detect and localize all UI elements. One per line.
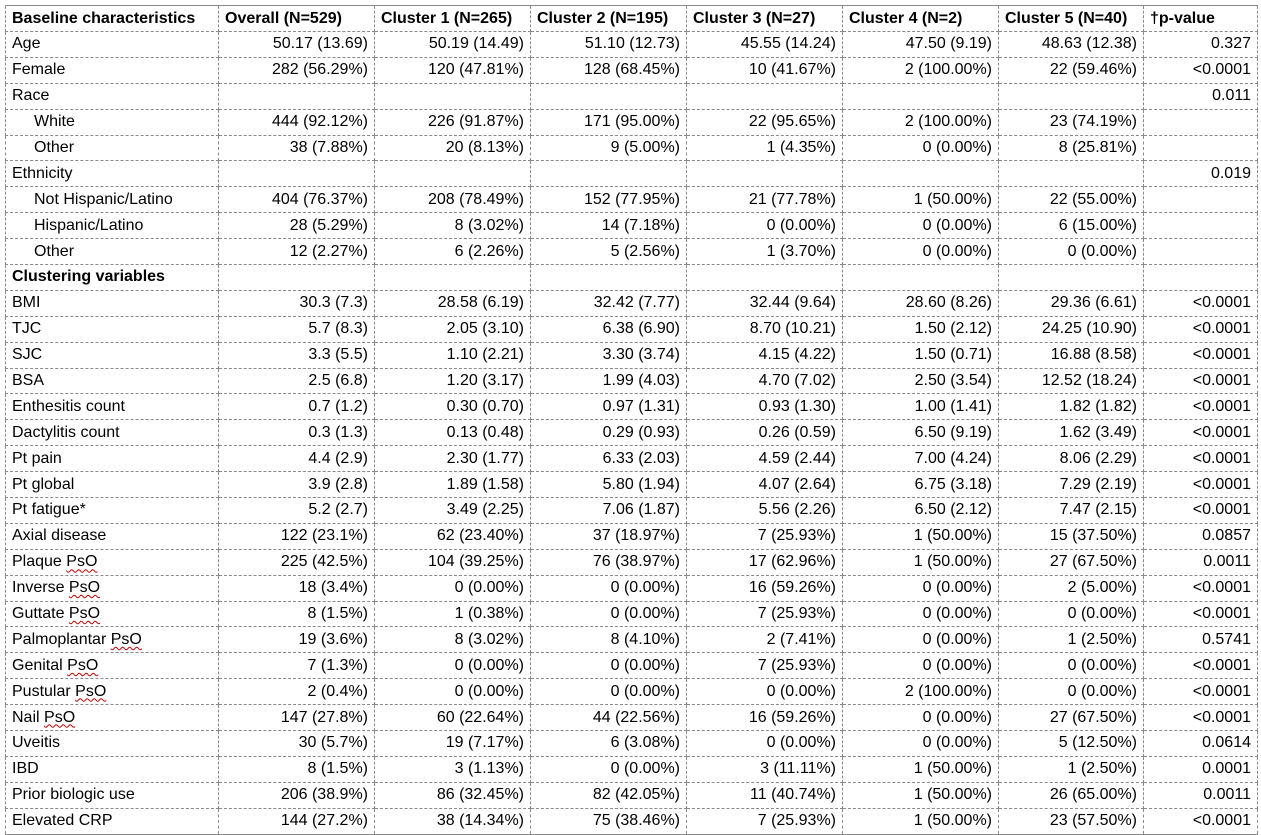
header-p-value: †p-value: [1144, 6, 1258, 32]
cell-cluster-2: 6 (3.08%): [531, 731, 687, 757]
cell-p-value: [1144, 187, 1258, 213]
row-label: IBD: [6, 756, 219, 782]
cell-p-value: [1144, 239, 1258, 265]
row-label: TJC: [6, 316, 219, 342]
cell-p-value: <0.0001: [1144, 498, 1258, 524]
cell-p-value: 0.0011: [1144, 782, 1258, 808]
cell-cluster-2: 1.99 (4.03): [531, 368, 687, 394]
cell-cluster-5: 7.47 (2.15): [999, 498, 1144, 524]
spellcheck-underlined-text: PsO: [110, 630, 142, 648]
cell-p-value: <0.0001: [1144, 679, 1258, 705]
row-label: Female: [6, 57, 219, 83]
cell-cluster-3: 7 (25.93%): [687, 808, 843, 834]
cell-cluster-2: [531, 161, 687, 187]
cell-cluster-3: [687, 161, 843, 187]
table-row: [6, 705, 1258, 731]
cell-cluster-2: 0 (0.00%): [531, 679, 687, 705]
cell-cluster-4: 2 (100.00%): [843, 109, 999, 135]
cell-cluster-5: 7.29 (2.19): [999, 472, 1144, 498]
cell-cluster-4: 2 (100.00%): [843, 57, 999, 83]
row-label: Clustering variables: [6, 265, 219, 291]
cell-cluster-2: 0.29 (0.93): [531, 420, 687, 446]
spellcheck-underlined-text: PsO: [75, 682, 107, 700]
table-body: [6, 32, 1258, 835]
baseline-characteristics-table-container: [5, 5, 1258, 835]
table-row: [6, 446, 1258, 472]
cell-cluster-4: 1.00 (1.41): [843, 394, 999, 420]
cell-cluster-5: 1.82 (1.82): [999, 394, 1144, 420]
cell-cluster-4: 1 (50.00%): [843, 782, 999, 808]
table-row: [6, 290, 1258, 316]
table-row: [6, 161, 1258, 187]
cell-cluster-3: 0 (0.00%): [687, 213, 843, 239]
table-row: [6, 316, 1258, 342]
row-label: Other: [6, 135, 219, 161]
cell-overall: 38 (7.88%): [219, 135, 375, 161]
cell-cluster-3: 3 (11.11%): [687, 756, 843, 782]
cell-cluster-1: [375, 161, 531, 187]
cell-cluster-2: 14 (7.18%): [531, 213, 687, 239]
cell-cluster-1: 226 (91.87%): [375, 109, 531, 135]
cell-cluster-4: 0 (0.00%): [843, 213, 999, 239]
cell-cluster-5: 15 (37.50%): [999, 523, 1144, 549]
cell-cluster-2: 75 (38.46%): [531, 808, 687, 834]
cell-p-value: <0.0001: [1144, 472, 1258, 498]
cell-p-value: 0.327: [1144, 32, 1258, 58]
cell-cluster-5: 27 (67.50%): [999, 705, 1144, 731]
row-label: Inverse PsO: [6, 575, 219, 601]
cell-overall: 2 (0.4%): [219, 679, 375, 705]
spellcheck-underlined-text: PsO: [68, 605, 101, 623]
cell-cluster-1: 3 (1.13%): [375, 756, 531, 782]
cell-overall: 5.2 (2.7): [219, 498, 375, 524]
cell-cluster-5: 0 (0.00%): [999, 239, 1144, 265]
cell-cluster-4: 6.50 (2.12): [843, 498, 999, 524]
cell-p-value: <0.0001: [1144, 446, 1258, 472]
cell-cluster-5: 6 (15.00%): [999, 213, 1144, 239]
cell-overall: 7 (1.3%): [219, 653, 375, 679]
cell-cluster-2: 51.10 (12.73): [531, 32, 687, 58]
spellcheck-underlined-text: PsO: [66, 553, 98, 571]
table-row: [6, 394, 1258, 420]
row-label: Pt pain: [6, 446, 219, 472]
cell-cluster-1: 208 (78.49%): [375, 187, 531, 213]
cell-overall: 206 (38.9%): [219, 782, 375, 808]
cell-cluster-4: 0 (0.00%): [843, 239, 999, 265]
row-label: White: [6, 109, 219, 135]
cell-cluster-5: 8.06 (2.29): [999, 446, 1144, 472]
cell-cluster-3: 1 (3.70%): [687, 239, 843, 265]
cell-cluster-3: 10 (41.67%): [687, 57, 843, 83]
cell-cluster-4: 2 (100.00%): [843, 679, 999, 705]
cell-cluster-1: 1.89 (1.58): [375, 472, 531, 498]
cell-cluster-5: 0 (0.00%): [999, 601, 1144, 627]
cell-cluster-4: 28.60 (8.26): [843, 290, 999, 316]
cell-cluster-2: 3.30 (3.74): [531, 342, 687, 368]
table-row: [6, 420, 1258, 446]
cell-cluster-2: 32.42 (7.77): [531, 290, 687, 316]
cell-cluster-1: 62 (23.40%): [375, 523, 531, 549]
cell-cluster-4: [843, 161, 999, 187]
cell-overall: 8 (1.5%): [219, 756, 375, 782]
table-row: [6, 109, 1258, 135]
cell-overall: 5.7 (8.3): [219, 316, 375, 342]
cell-cluster-1: 120 (47.81%): [375, 57, 531, 83]
cell-cluster-4: 0 (0.00%): [843, 731, 999, 757]
cell-cluster-3: 1 (4.35%): [687, 135, 843, 161]
cell-p-value: [1144, 135, 1258, 161]
cell-overall: 282 (56.29%): [219, 57, 375, 83]
cell-cluster-3: 7 (25.93%): [687, 601, 843, 627]
cell-cluster-3: 22 (95.65%): [687, 109, 843, 135]
cell-cluster-3: 4.59 (2.44): [687, 446, 843, 472]
cell-cluster-2: [531, 83, 687, 109]
cell-p-value: <0.0001: [1144, 705, 1258, 731]
cell-cluster-5: 23 (57.50%): [999, 808, 1144, 834]
row-label: Uveitis: [6, 731, 219, 757]
cell-cluster-5: 1.62 (3.49): [999, 420, 1144, 446]
header-cluster-1: Cluster 1 (N=265): [375, 6, 531, 32]
spellcheck-underlined-text: PsO: [68, 579, 101, 597]
cell-cluster-5: 0 (0.00%): [999, 679, 1144, 705]
cell-cluster-4: 1 (50.00%): [843, 756, 999, 782]
cell-overall: 444 (92.12%): [219, 109, 375, 135]
row-label: Dactylitis count: [6, 420, 219, 446]
table-row: [6, 523, 1258, 549]
cell-cluster-1: 3.49 (2.25): [375, 498, 531, 524]
cell-cluster-1: 50.19 (14.49): [375, 32, 531, 58]
cell-cluster-2: 7.06 (1.87): [531, 498, 687, 524]
row-label: Hispanic/Latino: [6, 213, 219, 239]
cell-cluster-4: 6.50 (9.19): [843, 420, 999, 446]
cell-cluster-5: 0 (0.00%): [999, 653, 1144, 679]
table-row: [6, 808, 1258, 834]
spellcheck-underlined-text: PsO: [67, 656, 99, 674]
cell-cluster-1: 20 (8.13%): [375, 135, 531, 161]
cell-cluster-1: 0 (0.00%): [375, 679, 531, 705]
cell-cluster-1: 8 (3.02%): [375, 213, 531, 239]
cell-cluster-2: 76 (38.97%): [531, 549, 687, 575]
cell-cluster-1: 38 (14.34%): [375, 808, 531, 834]
cell-cluster-4: 6.75 (3.18): [843, 472, 999, 498]
cell-p-value: 0.011: [1144, 83, 1258, 109]
cell-cluster-2: 5.80 (1.94): [531, 472, 687, 498]
row-label: SJC: [6, 342, 219, 368]
cell-cluster-1: 104 (39.25%): [375, 549, 531, 575]
cell-p-value: 0.0001: [1144, 756, 1258, 782]
cell-p-value: [1144, 213, 1258, 239]
cell-cluster-5: 5 (12.50%): [999, 731, 1144, 757]
row-label: Elevated CRP: [6, 808, 219, 834]
table-row: [6, 627, 1258, 653]
cell-p-value: <0.0001: [1144, 653, 1258, 679]
cell-cluster-3: 0 (0.00%): [687, 679, 843, 705]
cell-cluster-5: 12.52 (18.24): [999, 368, 1144, 394]
table-row: [6, 653, 1258, 679]
cell-cluster-1: 1.10 (2.21): [375, 342, 531, 368]
cell-p-value: 0.5741: [1144, 627, 1258, 653]
cell-cluster-3: 5.56 (2.26): [687, 498, 843, 524]
cell-cluster-5: [999, 83, 1144, 109]
table-row: [6, 239, 1258, 265]
cell-p-value: <0.0001: [1144, 342, 1258, 368]
cell-cluster-4: 1.50 (2.12): [843, 316, 999, 342]
cell-p-value: [1144, 265, 1258, 291]
cell-overall: 2.5 (6.8): [219, 368, 375, 394]
cell-overall: 404 (76.37%): [219, 187, 375, 213]
cell-cluster-1: 0 (0.00%): [375, 575, 531, 601]
row-label: Not Hispanic/Latino: [6, 187, 219, 213]
cell-cluster-5: 22 (55.00%): [999, 187, 1144, 213]
cell-p-value: <0.0001: [1144, 420, 1258, 446]
cell-cluster-4: 0 (0.00%): [843, 705, 999, 731]
cell-cluster-3: 11 (40.74%): [687, 782, 843, 808]
cell-p-value: <0.0001: [1144, 290, 1258, 316]
row-label: Guttate PsO: [6, 601, 219, 627]
table-row: [6, 83, 1258, 109]
cell-cluster-5: 26 (65.00%): [999, 782, 1144, 808]
cell-cluster-2: 6.33 (2.03): [531, 446, 687, 472]
cell-cluster-4: 1.50 (0.71): [843, 342, 999, 368]
cell-cluster-5: 23 (74.19%): [999, 109, 1144, 135]
cell-cluster-2: 82 (42.05%): [531, 782, 687, 808]
cell-overall: 144 (27.2%): [219, 808, 375, 834]
header-cluster-2: Cluster 2 (N=195): [531, 6, 687, 32]
cell-p-value: [1144, 109, 1258, 135]
table-row: [6, 472, 1258, 498]
cell-cluster-1: 8 (3.02%): [375, 627, 531, 653]
cell-p-value: 0.0857: [1144, 523, 1258, 549]
cell-p-value: <0.0001: [1144, 368, 1258, 394]
cell-cluster-1: 2.05 (3.10): [375, 316, 531, 342]
cell-cluster-2: 44 (22.56%): [531, 705, 687, 731]
cell-overall: 4.4 (2.9): [219, 446, 375, 472]
table-row: [6, 265, 1258, 291]
cell-cluster-5: [999, 161, 1144, 187]
cell-cluster-4: 0 (0.00%): [843, 575, 999, 601]
row-label: Genital PsO: [6, 653, 219, 679]
cell-cluster-1: 28.58 (6.19): [375, 290, 531, 316]
header-overall: Overall (N=529): [219, 6, 375, 32]
cell-p-value: <0.0001: [1144, 394, 1258, 420]
row-label: Palmoplantar PsO: [6, 627, 219, 653]
cell-cluster-4: 0 (0.00%): [843, 653, 999, 679]
cell-overall: 12 (2.27%): [219, 239, 375, 265]
table-row: [6, 731, 1258, 757]
cell-cluster-1: 19 (7.17%): [375, 731, 531, 757]
cell-overall: 0.3 (1.3): [219, 420, 375, 446]
baseline-characteristics-table: [5, 5, 1258, 835]
table-row: [6, 135, 1258, 161]
cell-cluster-3: 21 (77.78%): [687, 187, 843, 213]
row-label: Ethnicity: [6, 161, 219, 187]
row-label: Pt global: [6, 472, 219, 498]
row-label: Race: [6, 83, 219, 109]
cell-cluster-1: 2.30 (1.77): [375, 446, 531, 472]
cell-cluster-3: 4.15 (4.22): [687, 342, 843, 368]
cell-p-value: 0.019: [1144, 161, 1258, 187]
header-row: [6, 6, 1258, 32]
cell-cluster-4: 0 (0.00%): [843, 135, 999, 161]
cell-overall: [219, 83, 375, 109]
cell-cluster-2: 0.97 (1.31): [531, 394, 687, 420]
cell-overall: 225 (42.5%): [219, 549, 375, 575]
cell-cluster-2: 0 (0.00%): [531, 756, 687, 782]
cell-cluster-3: 32.44 (9.64): [687, 290, 843, 316]
cell-cluster-1: 0.13 (0.48): [375, 420, 531, 446]
cell-cluster-3: 4.70 (7.02): [687, 368, 843, 394]
row-label: Enthesitis count: [6, 394, 219, 420]
cell-overall: 147 (27.8%): [219, 705, 375, 731]
row-label: BSA: [6, 368, 219, 394]
cell-cluster-3: 16 (59.26%): [687, 575, 843, 601]
cell-cluster-3: 0 (0.00%): [687, 731, 843, 757]
cell-overall: 3.9 (2.8): [219, 472, 375, 498]
cell-cluster-4: [843, 83, 999, 109]
cell-cluster-2: 9 (5.00%): [531, 135, 687, 161]
cell-cluster-3: 0.26 (0.59): [687, 420, 843, 446]
row-label: Prior biologic use: [6, 782, 219, 808]
table-row: [6, 498, 1258, 524]
table-row: [6, 782, 1258, 808]
cell-cluster-1: 0 (0.00%): [375, 653, 531, 679]
header-cluster-4: Cluster 4 (N=2): [843, 6, 999, 32]
cell-cluster-2: 8 (4.10%): [531, 627, 687, 653]
row-label: Pt fatigue*: [6, 498, 219, 524]
cell-cluster-4: 2.50 (3.54): [843, 368, 999, 394]
cell-cluster-4: 7.00 (4.24): [843, 446, 999, 472]
cell-cluster-1: 60 (22.64%): [375, 705, 531, 731]
cell-overall: 19 (3.6%): [219, 627, 375, 653]
cell-cluster-2: 5 (2.56%): [531, 239, 687, 265]
cell-cluster-3: 17 (62.96%): [687, 549, 843, 575]
cell-cluster-4: 1 (50.00%): [843, 523, 999, 549]
cell-cluster-4: [843, 265, 999, 291]
cell-overall: 28 (5.29%): [219, 213, 375, 239]
cell-p-value: <0.0001: [1144, 601, 1258, 627]
cell-p-value: 0.0614: [1144, 731, 1258, 757]
cell-cluster-5: 29.36 (6.61): [999, 290, 1144, 316]
cell-cluster-3: 0.93 (1.30): [687, 394, 843, 420]
row-label: Nail PsO: [6, 705, 219, 731]
header-cluster-5: Cluster 5 (N=40): [999, 6, 1144, 32]
table-row: [6, 213, 1258, 239]
cell-cluster-4: 1 (50.00%): [843, 549, 999, 575]
cell-cluster-3: 8.70 (10.21): [687, 316, 843, 342]
cell-cluster-2: 0 (0.00%): [531, 653, 687, 679]
cell-cluster-3: 2 (7.41%): [687, 627, 843, 653]
cell-cluster-2: 152 (77.95%): [531, 187, 687, 213]
cell-cluster-1: [375, 265, 531, 291]
cell-cluster-5: 8 (25.81%): [999, 135, 1144, 161]
cell-cluster-3: 16 (59.26%): [687, 705, 843, 731]
row-label: Age: [6, 32, 219, 58]
cell-cluster-2: 37 (18.97%): [531, 523, 687, 549]
cell-cluster-5: 2 (5.00%): [999, 575, 1144, 601]
table-row: [6, 187, 1258, 213]
cell-overall: [219, 161, 375, 187]
cell-p-value: <0.0001: [1144, 575, 1258, 601]
cell-cluster-5: 16.88 (8.58): [999, 342, 1144, 368]
cell-overall: 8 (1.5%): [219, 601, 375, 627]
cell-cluster-4: 47.50 (9.19): [843, 32, 999, 58]
cell-cluster-1: 1 (0.38%): [375, 601, 531, 627]
row-label: Pustular PsO: [6, 679, 219, 705]
cell-cluster-5: 27 (67.50%): [999, 549, 1144, 575]
cell-overall: 50.17 (13.69): [219, 32, 375, 58]
spellcheck-underlined-text: PsO: [44, 708, 76, 726]
table-row: [6, 756, 1258, 782]
cell-cluster-5: 48.63 (12.38): [999, 32, 1144, 58]
cell-cluster-5: 1 (2.50%): [999, 756, 1144, 782]
cell-cluster-2: 0 (0.00%): [531, 575, 687, 601]
cell-p-value: <0.0001: [1144, 316, 1258, 342]
table-row: [6, 575, 1258, 601]
cell-cluster-1: 1.20 (3.17): [375, 368, 531, 394]
cell-overall: 18 (3.4%): [219, 575, 375, 601]
cell-cluster-3: [687, 265, 843, 291]
cell-cluster-4: 0 (0.00%): [843, 627, 999, 653]
cell-p-value: <0.0001: [1144, 808, 1258, 834]
cell-overall: 30.3 (7.3): [219, 290, 375, 316]
cell-cluster-2: 128 (68.45%): [531, 57, 687, 83]
table-row: [6, 368, 1258, 394]
cell-overall: 3.3 (5.5): [219, 342, 375, 368]
cell-cluster-1: 86 (32.45%): [375, 782, 531, 808]
cell-cluster-3: 4.07 (2.64): [687, 472, 843, 498]
table-row: [6, 342, 1258, 368]
cell-cluster-3: 45.55 (14.24): [687, 32, 843, 58]
cell-overall: [219, 265, 375, 291]
cell-cluster-1: 0.30 (0.70): [375, 394, 531, 420]
cell-cluster-3: [687, 83, 843, 109]
cell-cluster-5: 22 (59.46%): [999, 57, 1144, 83]
cell-overall: 122 (23.1%): [219, 523, 375, 549]
header-cluster-3: Cluster 3 (N=27): [687, 6, 843, 32]
table-row: [6, 601, 1258, 627]
row-label: Plaque PsO: [6, 549, 219, 575]
table-row: [6, 679, 1258, 705]
cell-cluster-5: 24.25 (10.90): [999, 316, 1144, 342]
row-label: Other: [6, 239, 219, 265]
cell-cluster-3: 7 (25.93%): [687, 523, 843, 549]
row-label: Axial disease: [6, 523, 219, 549]
cell-cluster-2: 0 (0.00%): [531, 601, 687, 627]
cell-p-value: <0.0001: [1144, 57, 1258, 83]
cell-cluster-1: [375, 83, 531, 109]
cell-cluster-2: 6.38 (6.90): [531, 316, 687, 342]
cell-cluster-5: 1 (2.50%): [999, 627, 1144, 653]
cell-p-value: 0.0011: [1144, 549, 1258, 575]
cell-cluster-5: [999, 265, 1144, 291]
cell-cluster-3: 7 (25.93%): [687, 653, 843, 679]
cell-overall: 30 (5.7%): [219, 731, 375, 757]
cell-cluster-4: 1 (50.00%): [843, 808, 999, 834]
row-label: BMI: [6, 290, 219, 316]
header-label-column: Baseline characteristics: [6, 6, 219, 32]
cell-cluster-2: [531, 265, 687, 291]
cell-cluster-4: 0 (0.00%): [843, 601, 999, 627]
table-row: [6, 549, 1258, 575]
cell-cluster-4: 1 (50.00%): [843, 187, 999, 213]
cell-overall: 0.7 (1.2): [219, 394, 375, 420]
cell-cluster-2: 171 (95.00%): [531, 109, 687, 135]
table-row: [6, 32, 1258, 58]
table-row: [6, 57, 1258, 83]
cell-cluster-1: 6 (2.26%): [375, 239, 531, 265]
